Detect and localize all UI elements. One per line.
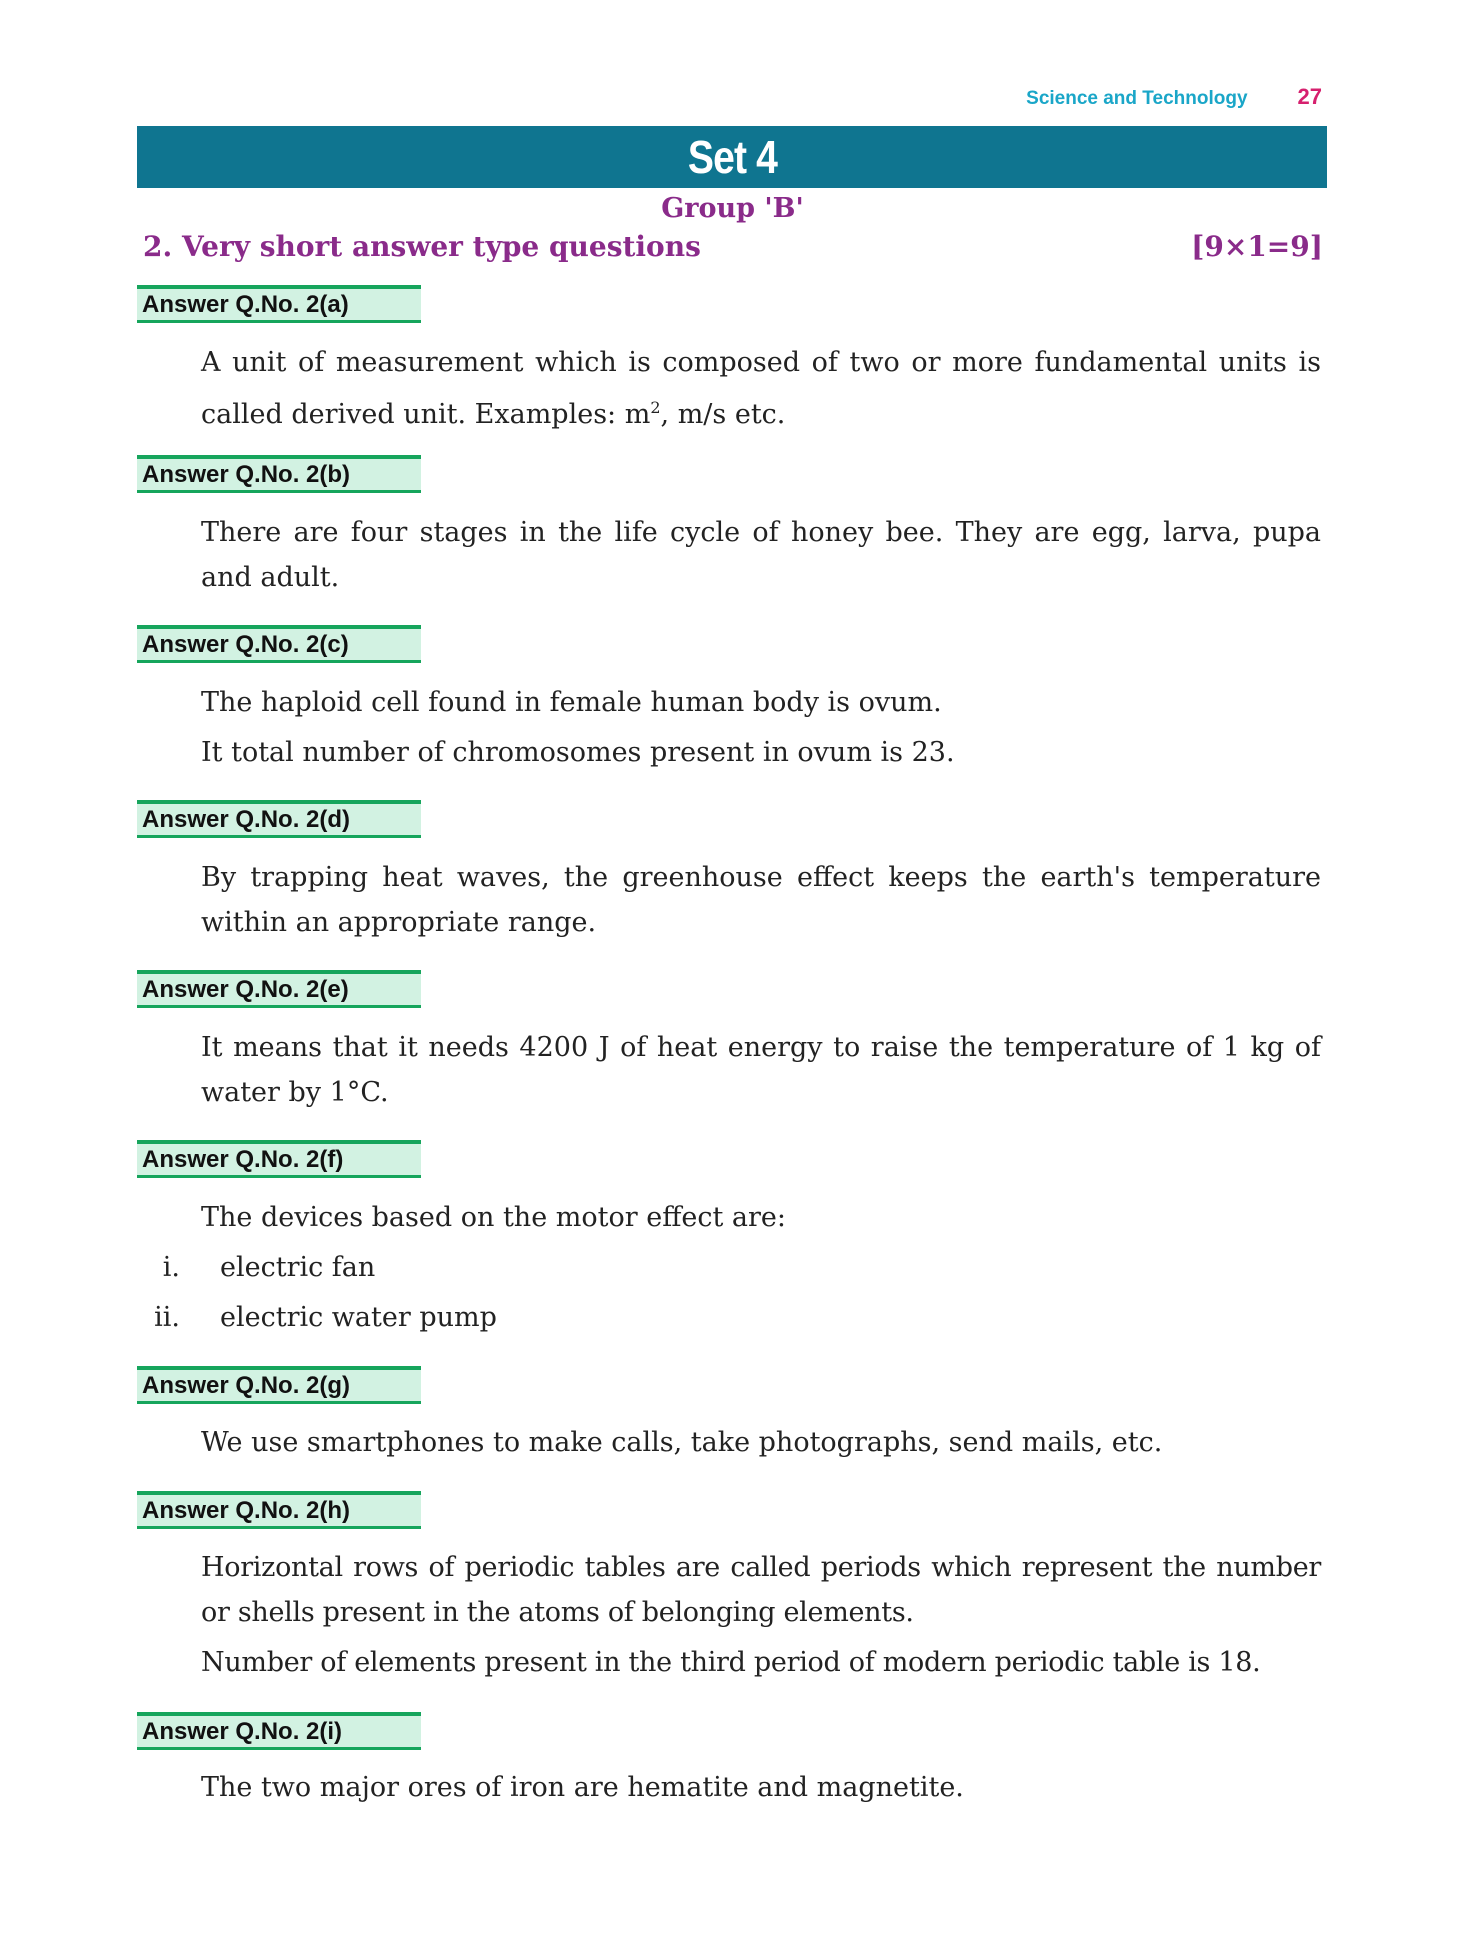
answer-text-2d: By trapping heat waves, the greenhouse effect keeps the earth's temperature within an appropriate range.: [201, 862, 1321, 938]
superscript: 2: [650, 398, 661, 417]
answer-text-2h-para2: Number of elements present in the third period of modern periodic table is 18.: [201, 1647, 1261, 1678]
answer-label-2b: Answer Q.No. 2(b): [137, 455, 421, 493]
set-title: Set 4: [687, 131, 777, 183]
list-item-text: electric water pump: [220, 1302, 497, 1333]
running-head: [1026, 84, 1322, 110]
answer-label-2h: Answer Q.No. 2(h): [137, 1491, 421, 1529]
answer-label-2f: Answer Q.No. 2(f): [137, 1140, 421, 1178]
answer-text-2a-tail: , m/s etc.: [660, 399, 786, 430]
running-title: Science and Technology: [1026, 88, 1248, 109]
answer-text-2e: It means that it needs 4200 J of heat energy to raise the temperature of 1 kg of water by 1°C.: [201, 1032, 1321, 1108]
answer-text-2c-line1: The haploid cell found in female human body is ovum.: [201, 687, 942, 718]
answer-text-2b: There are four stages in the life cycle of honey bee. They are egg, larva, pupa and adult.: [201, 517, 1321, 593]
answer-label-2e: Answer Q.No. 2(e): [137, 970, 421, 1008]
list-item-text: electric fan: [220, 1252, 376, 1283]
section-marks: [9×1=9]: [1191, 230, 1323, 263]
answer-text-2f-intro: The devices based on the motor effect are:: [201, 1202, 786, 1233]
answer-text-2g: We use smartphones to make calls, take photographs, send mails, etc.: [201, 1427, 1163, 1458]
list-marker: i.: [162, 1252, 180, 1283]
answer-text-2i: The two major ores of iron are hematite and magnetite.: [201, 1772, 964, 1803]
answer-label-2g: Answer Q.No. 2(g): [137, 1366, 421, 1404]
answer-label-2c: Answer Q.No. 2(c): [137, 625, 421, 663]
answer-label-2a: Answer Q.No. 2(a): [137, 285, 421, 323]
section-heading: [143, 230, 1323, 263]
set-banner: [137, 126, 1327, 188]
answer-text-2h-para1: Horizontal rows of periodic tables are called periods which represent the number or shells present in the atoms of belonging elements.: [201, 1552, 1321, 1628]
group-title: Group 'B': [661, 193, 804, 224]
page-number: 27: [1297, 84, 1322, 109]
answer-label-2i: Answer Q.No. 2(i): [137, 1712, 421, 1750]
answer-label-2d: Answer Q.No. 2(d): [137, 800, 421, 838]
answer-text-2a: [201, 340, 1321, 437]
answer-text-2c-line2: It total number of chromosomes present in ovum is 23.: [201, 737, 955, 768]
answer-text-2a-main: A unit of measurement which is composed of two or more fundamental units is called derived unit. Examples: m: [201, 347, 1321, 430]
section-title: 2. Very short answer type questions: [143, 230, 701, 263]
list-marker: ii.: [154, 1302, 180, 1333]
